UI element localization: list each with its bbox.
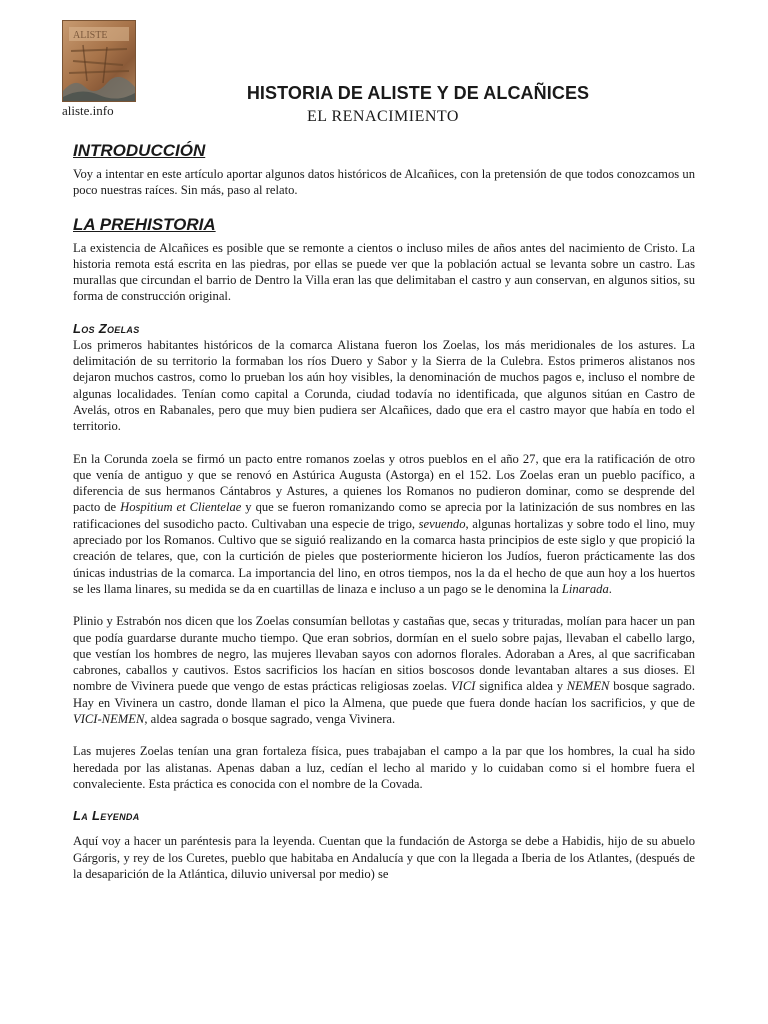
svg-text:ALISTE: ALISTE <box>73 30 108 41</box>
page-title: HISTORIA DE ALISTE Y DE ALCAÑICES <box>246 83 590 103</box>
paragraph-leyenda: Aquí voy a hacer un paréntesis para la leyenda. Cuentan que la fundación de Astorga se debe a Habidis, hijo de su abuelo Gárgoris, y rey de los Curetes, pueblo que habitaba en Andalucía y que con la llegada a Iberia de los Atlantes, (después de la desaparición de la Atlántica, diluvio universal por medio) se <box>73 834 695 881</box>
paragraph-zoelas-2: En la Corunda zoela se firmó un pacto entre romanos zoelas y otros pueblos en el año 27, que era la ratificación de otro que venía de antiguo y que se renovó en Astúrica Augusta (Astorga) en el 152. Los Zoelas eran un pueblo pacífico, a diferencia de sus hermanos Cántabros y Astures, a quienes los Romanos no pudieron dominar, como se desprende del pacto de Hospitium et Clientelae y que se fueron romanizando como se aprecia por la latinización de sus nombres en las ratificaciones del susodicho pacto. Cultivaban una especie de trigo, sevuendo, algunas hortalizas y sobre todo el lino, muy apreciado por los Romanos. Cultivo que se siguió realizando en la comarca hasta principios de este siglo y que propició la creación de telares, que, con la curtición de pieles que posteriormente hicieron los Judíos, fueron prácticamente las dos únicas industrias de la comarca. La importancia del lino, en otros tiempos, nos la da el hecho de que aun hoy a los huertos se les llama linares, su medida se da en cuartillas de linaza e incluso a un pago se le denomina la Linarada. <box>73 451 695 596</box>
logo-caption: aliste.info <box>62 103 114 118</box>
paragraph-intro: Voy a intentar en este artículo aportar algunos datos históricos de Alcañices, con la pretensión de que todos conozcamos un poco nuestras raíces. Sin más, paso al relato. <box>73 167 695 198</box>
paragraph-zoelas-4: Las mujeres Zoelas tenían una gran fortaleza física, pues trabajaban el campo a la par que los hombres, la cual ha sido heredada por las alistanas. Apenas daban a luz, cedían el lecho al marido y lo cuidaban como si el hombre fuera el convaleciente. Esta práctica es conocida con el nombre de la Covada. <box>73 744 695 791</box>
emphasis-hospitium: Hospitium et Clientelae <box>120 500 242 515</box>
heading-introduccion: INTRODUCCIÓN <box>73 141 206 160</box>
paragraph-zoelas-1: Los primeros habitantes históricos de la comarca Alistana fueron los Zoelas, los más meridionales de los astures. La delimitación de su territorio la formaban los ríos Duero y Sabor y la Sierra de la Culebra. Estos primeros alistanos nos dejaron muchos castros, como lo prueban los aún hoy visibles, la denominación de muchos pagos e, incluso el nombre de algunas localidades. Tenían como capital a Corunda, ciudad todavía no identificada, que algunos sitúan en Castro de Avelás, otros en Rabanales, pero que muy bien pudiera ser Alcañices, dado que era el castro mayor que había en todo el territorio. <box>73 337 695 434</box>
paragraph-zoelas-3: Plinio y Estrabón nos dicen que los Zoelas consumían bellotas y castañas que, secas y trituradas, molían para hacer un pan que podía guardarse durante mucho tiempo. Que eran sobrios, dormían en el suelo sobre pajas, llevaban el cabello largo, que vestían los hombres de negro, las mujeres llevaban sayos con adornos florales. Adoraban a Ares, al que sacrificaban cabrones, caballos y cautivos. Estos sacrificios los hacían en sitios boscosos donde levantaban altares a sus dioses. El nombre de Vivinera puede que vengo de estas prácticas religiosas zoelas. VICI significa aldea y NEMEN bosque sagrado. Hay en Vivinera un castro, donde llaman el pico la Almena, que puede que fuera donde hacían los sacrificios, y que de VICI-NEMEN, aldea sagrada o bosque sagrado, venga Vivinera. <box>73 614 696 727</box>
emphasis-vici-nemen: VICI-NEMEN <box>73 712 145 727</box>
document-body <box>73 141 695 882</box>
emphasis-sevuendo: sevuendo <box>418 516 466 531</box>
heading-leyenda: La Leyenda <box>73 808 140 824</box>
emphasis-vici: VICI <box>450 679 476 694</box>
page-subtitle: EL RENACIMIENTO <box>307 108 459 125</box>
heading-prehistoria: LA PREHISTORIA <box>73 214 216 234</box>
heading-zoelas: Los Zoelas <box>73 320 140 336</box>
emphasis-linarada: Linarada <box>561 581 609 596</box>
emphasis-nemen: NEMEN <box>566 679 610 694</box>
paragraph-prehistoria: La existencia de Alcañices es posible que se remonte a cientos o incluso miles de años antes del nacimiento de Cristo. La historia remota está escrita en las piedras, por ellas se puede ver que la población actual se levanta sobre un castro. Las murallas que circundan el barrio de Dentro la Villa eran las que delimitaban el castro y aun conservan, en algunos sitios, su forma de construcción original. <box>73 240 695 304</box>
